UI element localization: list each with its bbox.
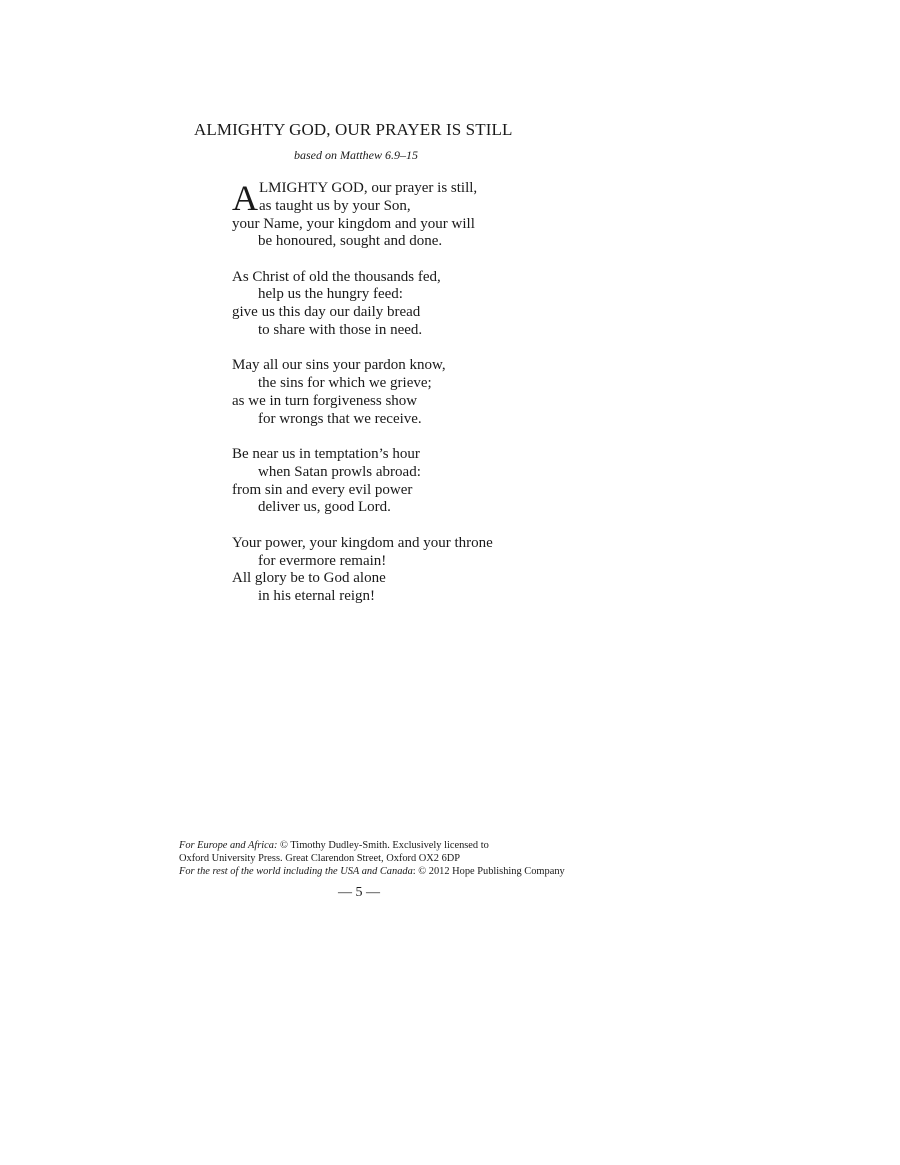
verse-line: LMIGHTY GOD, our prayer is still, bbox=[259, 180, 478, 196]
page-number: — 5 — bbox=[338, 885, 380, 900]
verse-3 bbox=[232, 357, 652, 428]
verse-2 bbox=[232, 269, 652, 340]
verse-line: the sins for which we grieve; bbox=[258, 375, 432, 392]
verse-line: as taught us by your Son, bbox=[259, 197, 411, 214]
verse-line: to share with those in need. bbox=[258, 322, 423, 339]
hymn-text bbox=[232, 180, 652, 623]
verse-line: help us the hungry feed: bbox=[258, 286, 403, 303]
verse-line: as we in turn forgiveness show bbox=[232, 392, 418, 409]
hymn-title: ALMIGHTY GOD, OUR PRAYER IS STILL bbox=[194, 120, 513, 139]
verse-line: when Satan prowls abroad: bbox=[258, 463, 421, 480]
verse-line: be honoured, sought and done. bbox=[258, 233, 443, 250]
verse-line: As Christ of old the thousands fed, bbox=[232, 268, 441, 285]
copyright-line-2: Oxford University Press. Great Clarendon Street, Oxford OX2 6DP bbox=[179, 853, 461, 865]
first-verse-opening bbox=[232, 180, 652, 216]
verse-line: give us this day our daily bread bbox=[232, 304, 421, 321]
hymn-subtitle: based on Matthew 6.9–15 bbox=[294, 148, 418, 162]
verse-1 bbox=[232, 180, 652, 251]
verse-4 bbox=[232, 446, 652, 517]
verse-line: May all our sins your pardon know, bbox=[232, 357, 446, 374]
verse-line: from sin and every evil power bbox=[232, 481, 413, 498]
verse-line: deliver us, good Lord. bbox=[258, 499, 391, 516]
verse-5 bbox=[232, 535, 652, 606]
copyright-region-label: For the rest of the world including the USA and Canada bbox=[179, 866, 413, 878]
verse-line: Your power, your kingdom and your throne bbox=[232, 534, 493, 551]
copyright-region-label: For Europe and Africa: bbox=[179, 840, 278, 851]
copyright-footer bbox=[179, 839, 565, 879]
verse-line: your Name, your kingdom and your will bbox=[232, 215, 475, 232]
verse-line: All glory be to God alone bbox=[232, 570, 386, 587]
verse-line: for evermore remain! bbox=[258, 552, 387, 569]
verse-line: Be near us in temptation’s hour bbox=[232, 446, 420, 463]
verse-line: for wrongs that we receive. bbox=[258, 410, 422, 427]
copyright-text: © Timothy Dudley-Smith. Exclusively licensed to bbox=[277, 840, 489, 851]
verse-line: in his eternal reign! bbox=[258, 588, 376, 605]
drop-cap: A bbox=[232, 178, 258, 218]
copyright-text: : © 2012 Hope Publishing Company bbox=[412, 866, 565, 878]
copyright-line-1 bbox=[179, 839, 565, 852]
copyright-line-3 bbox=[179, 865, 565, 878]
